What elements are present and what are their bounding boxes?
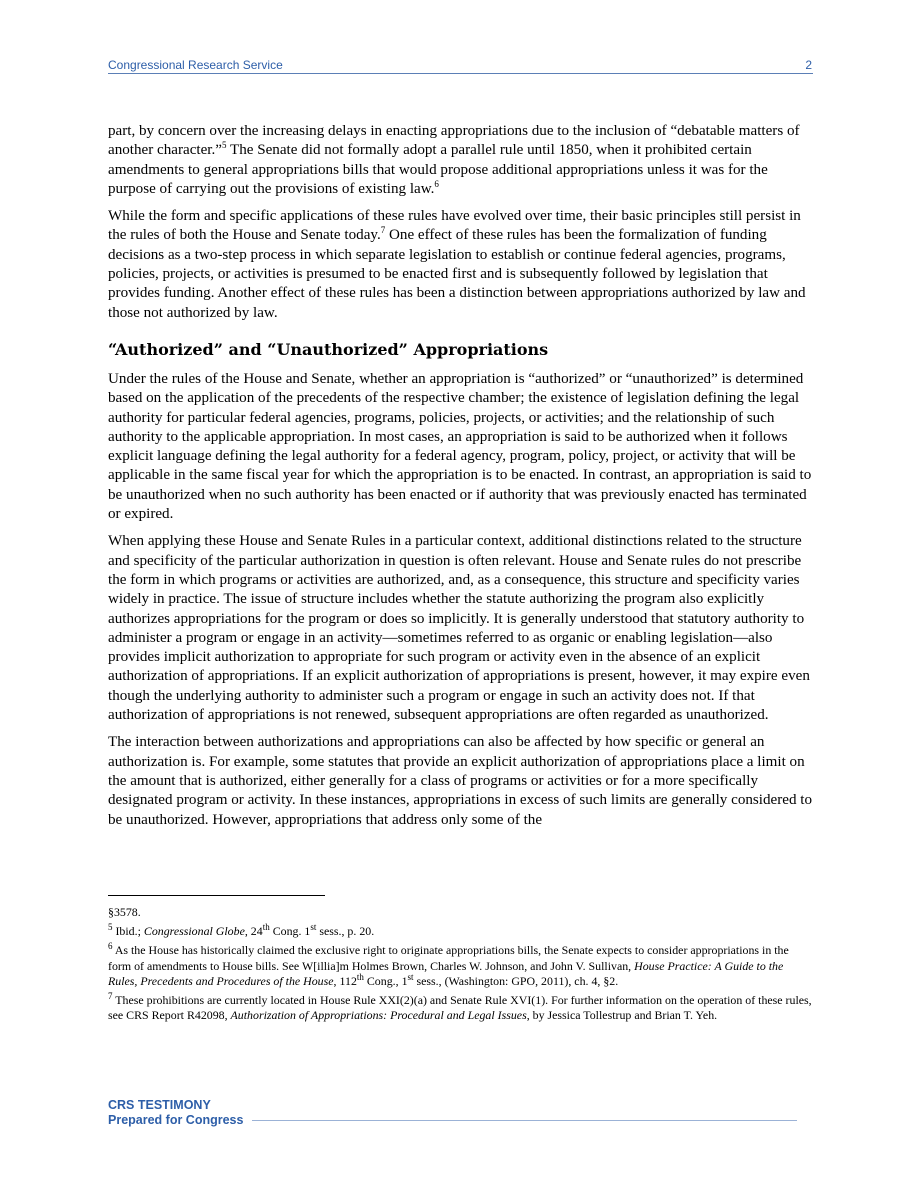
paragraph-text: part, by concern over the increasing delays in enacting appropriations due to the inclusion of “debatable matters of another character.” (108, 123, 800, 159)
ordinal-suffix: th (356, 971, 364, 982)
footnote-title: House Practice: A Guide to the Rules, Precedents and Procedures of the House (108, 958, 784, 988)
footnote-text: Ibid.; (112, 924, 144, 939)
footnote-title: Authorization of Appropriations: Procedural and Legal Issues (230, 1008, 527, 1023)
footnote-text: sess., (Washington: GPO, 2011), ch. 4, §2. (413, 973, 619, 988)
footnote-ref-5[interactable]: 5 (221, 140, 227, 151)
footnote-number: 7 (108, 991, 113, 1002)
footnote-text: Cong. 1 (269, 924, 311, 939)
paragraph-text: The Senate did not formally adopt a parallel rule until 1850, when it prohibited certain amendments to general appropriations bills that would propose additional appropriations unless it was for the purpose of carrying out the provisions of existing law. (108, 142, 768, 197)
footnotes (108, 905, 813, 1027)
footnote-text: sess., p. 20. (316, 924, 375, 939)
footnote-text: As the House has historically claimed the exclusive right to originate appropriations bills, the Senate expects to consider appropriations in the form of amendments to House bills. See W[illia]m Holmes Brown, Charles W. Johnson, and John V. Sullivan, (108, 943, 789, 973)
footnote-number: 5 (108, 922, 113, 933)
paragraph (108, 207, 813, 323)
body-text (108, 122, 813, 838)
section-heading: “Authorized” and “Unauthorized” Appropriations (108, 339, 549, 359)
footnote-6 (108, 943, 813, 989)
running-header (108, 57, 813, 74)
paragraph-text: One effect of these rules has been the formalization of funding decisions as a two-step process in which separate legislation to establish or continue federal agencies, programs, policies, projects, or activities is presumed to be enacted first and is subsequently followed by legislation that provides funding. Another effect of these rules has been a distinction between appropriations authorized by law and those not authorized by law. (108, 227, 806, 321)
footnote-number: 6 (108, 941, 113, 952)
footer-line-2: Prepared for Congress (108, 1113, 244, 1127)
ordinal-suffix: th (262, 922, 270, 933)
header-title: Congressional Research Service (108, 58, 283, 72)
footnote-text: , 24 (244, 924, 263, 939)
page-footer (108, 1098, 243, 1128)
ordinal-suffix: st (407, 971, 414, 982)
ordinal-suffix: st (310, 922, 317, 933)
footnote-text: , 112 (333, 973, 357, 988)
footnote-text: These prohibitions are currently located in House Rule XXI(2)(a) and Senate Rule XVI(1). For further information on the operation of these rules, see CRS Report R42098, (108, 993, 812, 1023)
footnote-5 (108, 924, 813, 939)
footnote-text: , by Jessica Tollestrup and Brian T. Yeh. (526, 1008, 718, 1023)
footnote-continuation: §3578. (108, 905, 141, 919)
footer-rule (252, 1120, 797, 1121)
page-number: 2 (805, 58, 812, 72)
paragraph: Under the rules of the House and Senate, whether an appropriation is “authorized” or “unauthorized” is determined based on the application of the precedents of the respective chamber; the existence of legislation defining the legal authority for particular federal agencies, programs, policies, projects, or activities; and the relationship of such authority to the applicable appropriation. In most cases, an appropriation is said to be authorized when it follows explicit language defining the legal authority for a federal agency, program, policy, project, or activity that will be applicable in the same fiscal year for which the appropriation is to be enacted. In contrast, an appropriation is said to be unauthorized when no such authority has been enacted or if authority that was previously enacted has terminated or expired. (108, 370, 812, 523)
paragraph-text: While the form and specific applications of these rules have evolved over time, their basic principles still persist in the rules of both the House and Senate today. (108, 208, 801, 244)
footer-line-1: CRS TESTIMONY (108, 1098, 211, 1112)
footnote-text: Cong., 1 (363, 973, 408, 988)
footnote-title: Congressional Globe (143, 924, 245, 939)
footnote-ref-6[interactable]: 6 (434, 178, 439, 189)
paragraph: The interaction between authorizations and appropriations can also be affected by how specific or general an authorization is. For example, some statutes that provide an explicit authorization of appropriations place a limit on the amount that is authorized, either generally for a class of programs or activities or for a more specifically designated program or activity. In these instances, appropriations in excess of such limits are generally considered to be unauthorized. However, appropriations that address only some of the (108, 734, 813, 828)
footnote-7 (108, 993, 813, 1023)
footnote-separator (108, 895, 325, 896)
paragraph (108, 122, 813, 199)
footnote-ref-7[interactable]: 7 (380, 225, 386, 236)
paragraph: When applying these House and Senate Rules in a particular context, additional distinctions related to the structure and specificity of the particular authorization in question is often relevant. House and Senate rules do not prescribe the form in which programs or activities are authorized, and, as a consequence, this structure and specificity varies widely in practice. The issue of structure includes whether the statute authorizing the program also explicitly authorizes appropriations for the program or does so implicitly. It is generally understood that statutory authority to administer a program or engage in an activity—sometimes referred to as organic or enabling legislation—also provides implicit authorization to appropriate for such program or activity even in the absence of an explicit authorization of appropriations. If an explicit authorization of appropriations is present, however, it may expire even though the underlying authority to administer such a program or engage in such an activity does not. If that authorization of appropriations is not renewed, subsequent appropriations are often regarded as unauthorized. (108, 533, 810, 724)
